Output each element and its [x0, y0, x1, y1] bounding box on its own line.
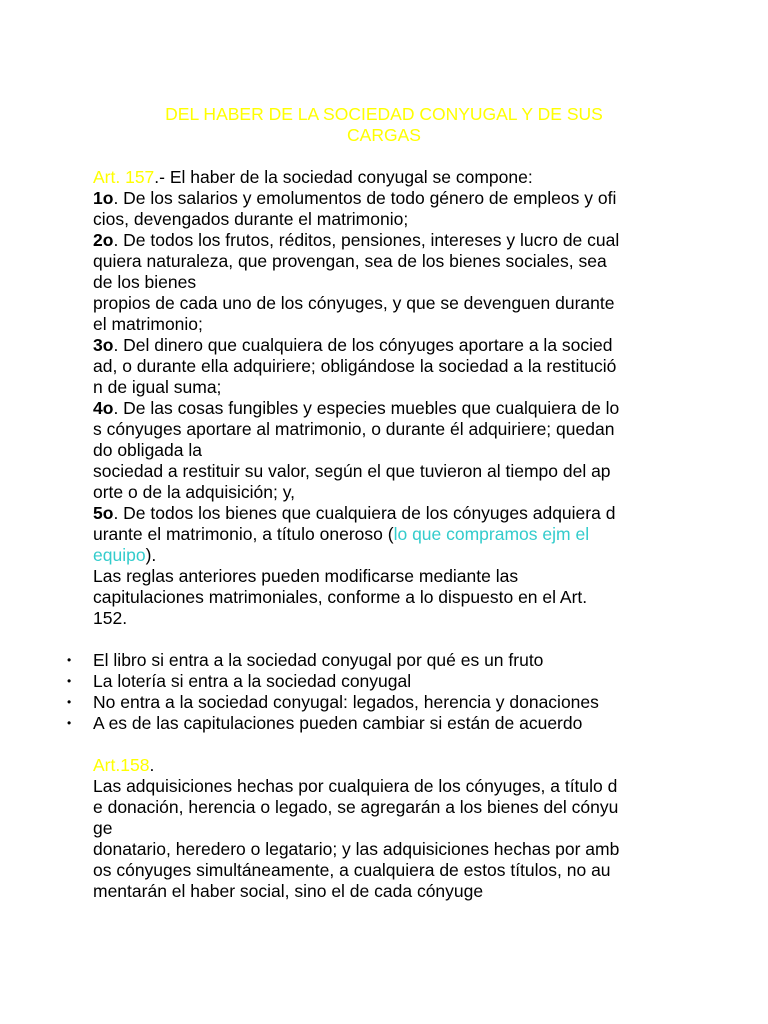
- item-2-line: el matrimonio;: [93, 314, 203, 334]
- item-4-line: s cónyuges aportare al matrimonio, o durante él adquiriere; quedan: [93, 419, 615, 439]
- rules-line: capitulaciones matrimoniales, conforme a lo dispuesto en el Art.: [93, 587, 588, 607]
- art158-line: Las adquisiciones hechas por cualquiera de los cónyuges, a título d: [93, 776, 618, 796]
- item-5-line: [93, 503, 615, 524]
- list-item: A es de las capitulaciones pueden cambiar si están de acuerdo: [93, 713, 583, 733]
- item-4-line: do obligada la: [93, 440, 202, 460]
- item-4-line: sociedad a restituir su valor, según el que tuvieron al tiempo del ap: [93, 461, 611, 481]
- item-5-line: [93, 545, 156, 566]
- annotation-text: o que compramos ejm el: [397, 524, 590, 544]
- list-item: El libro si entra a la sociedad conyugal por qué es un fruto: [93, 650, 544, 670]
- list-item: No entra a la sociedad conyugal: legados, herencia y donaciones: [93, 692, 599, 712]
- rules-line: 152.: [93, 608, 128, 628]
- art158-heading: [93, 755, 154, 776]
- item-2-line: quiera naturaleza, que provengan, sea de los bienes sociales, sea: [93, 251, 607, 271]
- item-1-number: 1o: [93, 188, 114, 208]
- art158-line: os cónyuges simultáneamente, a cualquiera de estos títulos, no au: [93, 860, 611, 880]
- art157-intro-line: [93, 167, 533, 188]
- art158-line: donatario, heredero o legatario; y las adquisiciones hechas por amb: [93, 839, 620, 859]
- item-3-line: ad, o durante ella adquiriere; obligándose la sociedad a la restitució: [93, 356, 617, 376]
- item-2-line: [93, 230, 619, 251]
- art158-line: mentarán el haber social, sino el de cada cónyuge: [93, 881, 484, 901]
- item-4-line: [93, 398, 619, 419]
- title-line: DEL HABER DE LA SOCIEDAD CONYUGAL Y DE SUS: [165, 104, 603, 124]
- art157-intro: .- El haber de la sociedad conyugal se compone:: [154, 167, 533, 187]
- bullet-icon: •: [67, 653, 72, 667]
- item-4-number: 4o: [93, 398, 114, 418]
- item-3-line: [93, 335, 613, 356]
- item-5-text: urante el matrimonio, a título oneroso (: [93, 524, 394, 544]
- item-2-line: propios de cada uno de los cónyuges, y que se devenguen durante: [93, 293, 615, 313]
- item-5-text: . De todos los bienes que cualquiera de los cónyuges adquiera d: [113, 503, 616, 523]
- item-2-line: de los bienes: [93, 272, 197, 292]
- item-2-number: 2o: [93, 230, 114, 250]
- item-4-text: . De las cosas fungibles y especies muebles que cualquiera de lo: [113, 398, 620, 418]
- list-item: La lotería si entra a la sociedad conyugal: [93, 671, 412, 691]
- page-title: [92, 104, 676, 146]
- item-1-line: cios, devengados durante el matrimonio;: [93, 209, 409, 229]
- item-1-line: [93, 188, 616, 209]
- annotation-text: equipo: [93, 545, 146, 565]
- title-line: CARGAS: [347, 125, 421, 145]
- item-4-line: orte o de la adquisición; y,: [93, 482, 296, 502]
- bullet-icon: •: [67, 695, 72, 709]
- item-5-number: 5o: [93, 503, 114, 523]
- bullet-icon: •: [67, 674, 72, 688]
- art158-line: e donación, herencia o legado, se agregarán a los bienes del cónyu: [93, 797, 619, 817]
- art158-line: ge: [93, 818, 113, 838]
- item-5-text: ).: [145, 545, 157, 565]
- item-5-line: [93, 524, 589, 545]
- art157-ref: Art. 157: [93, 167, 155, 187]
- item-3-line: n de igual suma;: [93, 377, 222, 397]
- bullet-icon: •: [67, 716, 72, 730]
- item-3-number: 3o: [93, 335, 114, 355]
- item-1-text: . De los salarios y emolumentos de todo género de empleos y ofi: [113, 188, 617, 208]
- annotation-text: l: [393, 524, 398, 544]
- art158-dot: .: [149, 755, 155, 775]
- art158-ref: Art.158: [93, 755, 150, 775]
- item-2-text: . De todos los frutos, réditos, pensiones, intereses y lucro de cual: [113, 230, 620, 250]
- item-3-text: . Del dinero que cualquiera de los cónyuges aportare a la socied: [113, 335, 613, 355]
- rules-line: Las reglas anteriores pueden modificarse mediante las: [93, 566, 519, 586]
